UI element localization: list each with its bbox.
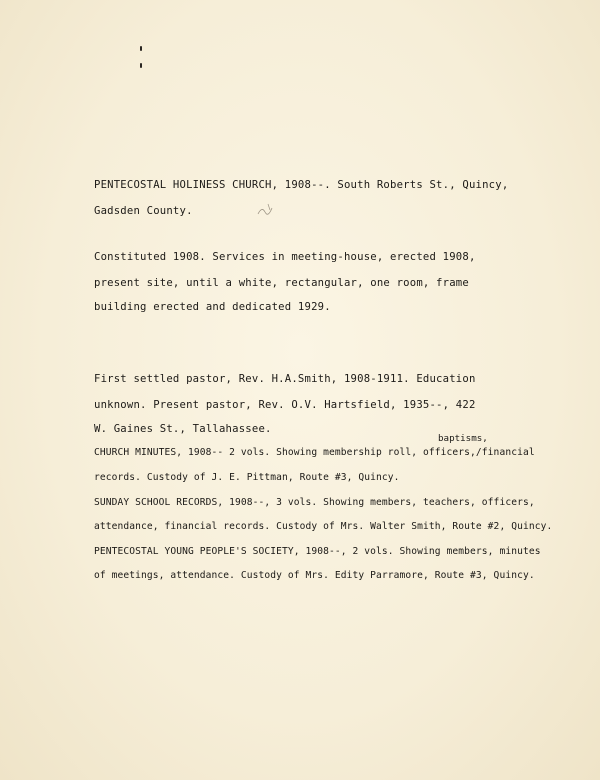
church-heading-line: Gadsden County. — [94, 205, 193, 217]
record-line: PENTECOSTAL YOUNG PEOPLE'S SOCIETY, 1908--, 2 vols. Showing members, minutes — [94, 546, 541, 557]
baptisms-insertion: baptisms, — [438, 433, 488, 444]
pastor-line: unknown. Present pastor, Rev. O.V. Hartsfield, 1935--, 422 — [94, 399, 476, 411]
history-line: building erected and dedicated 1929. — [94, 301, 331, 313]
pastor-line: W. Gaines St., Tallahassee. — [94, 423, 272, 435]
record-line: SUNDAY SCHOOL RECORDS, 1908--, 3 vols. Showing members, teachers, officers, — [94, 497, 535, 508]
history-line: Constituted 1908. Services in meeting-house, erected 1908, — [94, 251, 476, 263]
record-line: attendance, financial records. Custody of Mrs. Walter Smith, Route #2, Quincy. — [94, 521, 553, 532]
record-line: CHURCH MINUTES, 1908-- 2 vols. Showing membership roll, officers,/financial — [94, 447, 535, 458]
ink-mark — [140, 46, 142, 51]
pencil-scribble-icon — [256, 200, 280, 220]
record-line: of meetings, attendance. Custody of Mrs. Edity Parramore, Route #3, Quincy. — [94, 570, 535, 581]
pastor-line: First settled pastor, Rev. H.A.Smith, 1908-1911. Education — [94, 373, 476, 385]
church-heading-line: PENTECOSTAL HOLINESS CHURCH, 1908--. South Roberts St., Quincy, — [94, 179, 509, 191]
ink-mark — [140, 63, 142, 68]
record-line: records. Custody of J. E. Pittman, Route #3, Quincy. — [94, 472, 400, 483]
history-line: present site, until a white, rectangular, one room, frame — [94, 277, 469, 289]
